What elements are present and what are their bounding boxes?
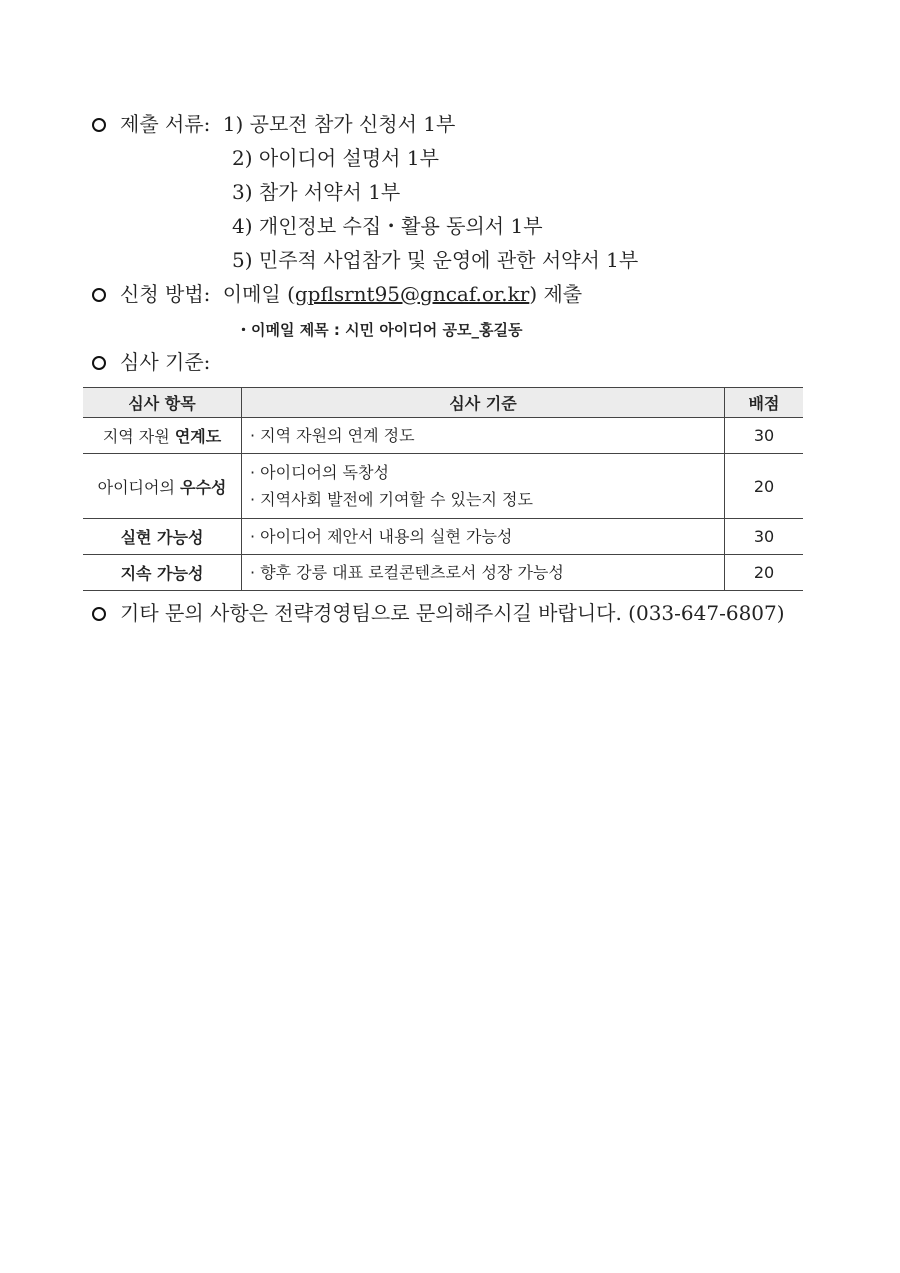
criteria-label: 심사 기준: [120,350,211,374]
criterion-score: 20 [725,555,804,591]
header-criteria: 심사 기준 [242,388,725,418]
criterion-score: 20 [725,454,804,519]
submission-item-5: 5) 민주적 사업참가 및 운영에 관한 서약서 1부 [232,248,639,272]
application-prefix: 이메일 ( [222,282,295,306]
submission-item-4: 4) 개인정보 수집・활용 동의서 1부 [232,214,543,238]
circle-bullet-icon [92,607,106,621]
application-label: 신청 방법: [120,282,211,306]
table-row [83,519,803,555]
criterion-item: 지역 자원 연계도 [83,418,242,454]
criterion-desc: · 지역 자원의 연계 정도 [242,418,725,454]
submission-item-2: 2) 아이디어 설명서 1부 [232,146,439,170]
table-header-row [83,388,803,418]
header-score: 배점 [725,388,804,418]
circle-bullet-icon [92,288,106,302]
circle-bullet-icon [92,356,106,370]
table-row [83,418,803,454]
criterion-item: 지속 가능성 [83,555,242,591]
criterion-score: 30 [725,519,804,555]
criterion-item: 실현 가능성 [83,519,242,555]
criterion-score: 30 [725,418,804,454]
criterion-desc: · 아이디어 제안서 내용의 실현 가능성 [242,519,725,555]
contact-note [92,601,785,625]
circle-bullet-icon [92,118,106,132]
contact-text: 기타 문의 사항은 전략경영팀으로 문의해주시길 바랍니다. (033-647-6807) [120,601,785,625]
criterion-desc: · 아이디어의 독창성 · 지역사회 발전에 기여할 수 있는지 정도 [242,454,725,519]
application-suffix: ) 제출 [529,282,583,306]
header-item: 심사 항목 [83,388,242,418]
criteria-heading [92,350,210,374]
submission-item-3: 3) 참가 서약서 1부 [232,180,401,204]
table-row [83,454,803,519]
email-subject-note: ・이메일 제목 : 시민 아이디어 공모_홍길동 [236,321,523,339]
application-heading [92,282,582,306]
submission-label: 제출 서류: [120,112,211,136]
criteria-table [83,387,803,591]
email-link[interactable]: gpflsrnt95@gncaf.or.kr [294,282,530,306]
table-row [83,555,803,591]
submission-item-1: 1) 공모전 참가 신청서 1부 [222,112,456,136]
criterion-item: 아이디어의 우수성 [83,454,242,519]
submission-heading [92,112,455,136]
criterion-desc: · 향후 강릉 대표 로컬콘텐츠로서 성장 가능성 [242,555,725,591]
